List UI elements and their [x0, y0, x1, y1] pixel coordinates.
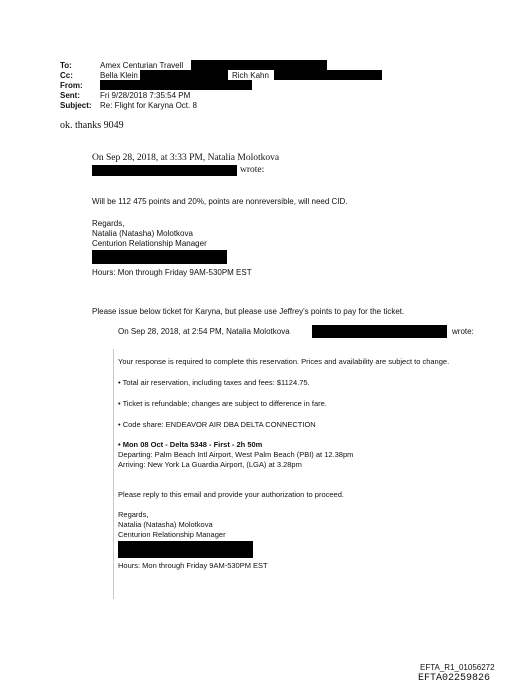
redaction-block	[92, 165, 237, 176]
redaction-block	[118, 541, 253, 558]
redaction-block	[191, 60, 327, 70]
from-row	[60, 81, 100, 91]
quote2-bullet-refundable: • Ticket is refundable; changes are subject to difference in fare.	[118, 399, 327, 409]
subject-row	[60, 101, 197, 111]
quote2-arriving: Arriving: New York La Guardia Airport, (LGA) at 3.28pm	[118, 460, 302, 469]
quote2-title: Centurion Relationship Manager	[118, 530, 226, 539]
quote2-hours: Hours: Mon through Friday 9AM-530PM EST	[118, 561, 268, 570]
quote2-intro: On Sep 28, 2018, at 2:54 PM, Natalia Molotkova	[118, 327, 290, 336]
quote2-response-required: Your response is required to complete this reservation. Prices and availability are subject to change.	[118, 357, 450, 366]
quote2-bullet-codeshare: • Code share: ENDEAVOR AIR DBA DELTA CONNECTION	[118, 420, 316, 430]
redaction-block	[92, 250, 227, 264]
request-text: Please issue below ticket for Karyna, but please use Jeffrey's points to pay for the ticket.	[92, 307, 405, 316]
quote2-flight: • Mon 08 Oct - Delta 5348 - First - 2h 50m	[118, 440, 262, 450]
footer-id-r1: EFTA_R1_01056272	[420, 663, 495, 672]
quote2-name: Natalia (Natasha) Molotkova	[118, 520, 213, 529]
redaction-block	[140, 70, 228, 80]
reply-text: ok. thanks 9049	[60, 120, 124, 131]
footer-id-efta: EFTA02259826	[418, 673, 491, 684]
redaction-block	[100, 80, 252, 90]
quote2-regards: Regards,	[118, 510, 149, 519]
quote2-wrote: wrote:	[452, 327, 474, 336]
to-value: Amex Centurian Travell	[100, 61, 184, 70]
redaction-block	[312, 325, 447, 338]
quote1-title: Centurion Relationship Manager	[92, 239, 207, 248]
cc-value-2: Rich Kahn	[232, 71, 269, 80]
quote1-hours: Hours: Mon through Friday 9AM-530PM EST	[92, 268, 252, 277]
quote1-regards: Regards,	[92, 219, 125, 228]
cc-label: Cc:	[60, 71, 73, 80]
redaction-block	[274, 70, 382, 80]
sent-row	[60, 91, 190, 101]
to-label: To:	[60, 61, 72, 70]
from-label: From:	[60, 81, 83, 90]
quote1-wrote: wrote:	[240, 165, 265, 175]
cc-value: Bella Klein	[100, 71, 138, 80]
quote1-intro: On Sep 28, 2018, at 3:33 PM, Natalia Molotkova	[92, 153, 280, 163]
quote1-points-line: Will be 112 475 points and 20%, points are nonreversible, will need CID.	[92, 197, 348, 206]
quote2-reply-request: Please reply to this email and provide your authorization to proceed.	[118, 490, 344, 499]
subject-label: Subject:	[60, 101, 92, 110]
sent-value: Fri 9/28/2018 7:35:54 PM	[100, 91, 191, 100]
quote2-bullet-total: • Total air reservation, including taxes and fees: $1124.75.	[118, 378, 310, 388]
subject-value: Re: Flight for Karyna Oct. 8	[100, 101, 197, 110]
sent-label: Sent:	[60, 91, 80, 100]
quote-bar	[113, 349, 114, 599]
quote1-name: Natalia (Natasha) Molotkova	[92, 229, 193, 238]
quote2-departing: Departing: Palm Beach Intl Airport, West Palm Beach (PBI) at 12.38pm	[118, 450, 354, 459]
